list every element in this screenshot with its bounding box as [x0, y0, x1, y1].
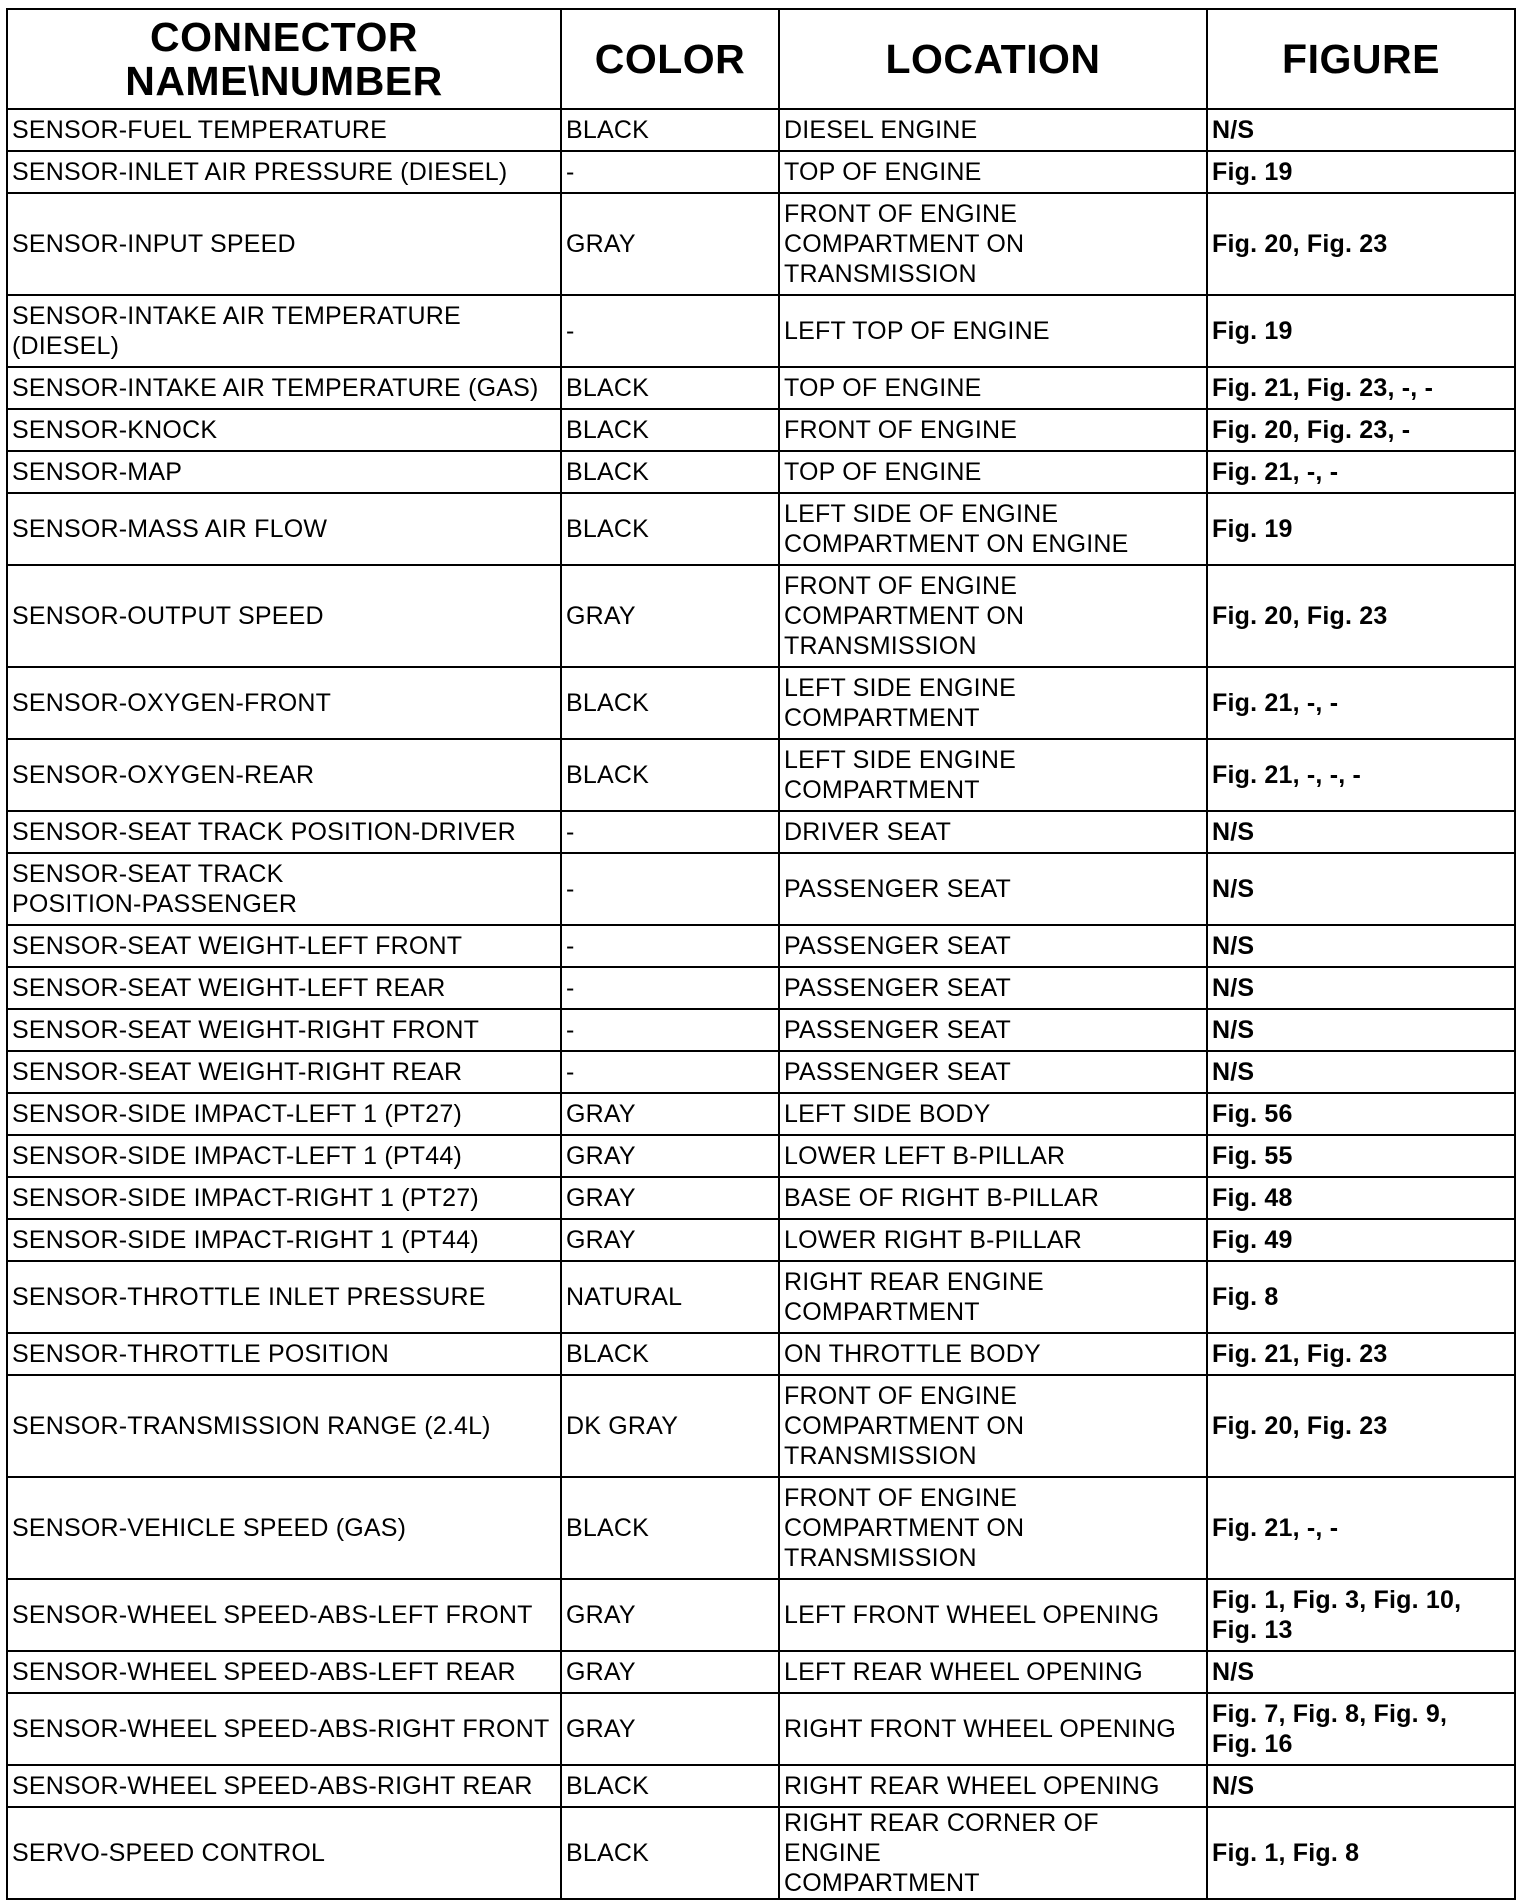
table-row — [7, 1807, 1515, 1899]
color-cell: - — [561, 1009, 779, 1051]
color-cell: BLACK — [561, 739, 779, 811]
location-cell — [779, 1807, 1207, 1899]
connector-table — [6, 8, 1516, 1900]
connector-name-cell — [7, 151, 561, 193]
figure-line: N/S — [1212, 932, 1255, 960]
figure-cell — [1207, 811, 1515, 853]
figure-line: Fig. 20, Fig. 23, - — [1212, 416, 1411, 444]
figure-line: Fig. 56 — [1212, 1100, 1293, 1128]
location-cell — [779, 1375, 1207, 1477]
figure-line: Fig. 1, Fig. 8 — [1212, 1839, 1360, 1867]
color-cell: GRAY — [561, 1693, 779, 1765]
connector-name-line: SENSOR-FUEL TEMPERATURE — [12, 116, 388, 144]
figure-line: Fig. 55 — [1212, 1142, 1293, 1170]
location-line: COMPARTMENT ON — [784, 1412, 1025, 1440]
connector-name-line: SENSOR-TRANSMISSION RANGE (2.4L) — [12, 1412, 491, 1440]
figure-cell — [1207, 1375, 1515, 1477]
color-cell: GRAY — [561, 565, 779, 667]
figure-cell — [1207, 1651, 1515, 1693]
location-line: LEFT SIDE BODY — [784, 1100, 991, 1128]
header-location: LOCATION — [779, 9, 1207, 109]
connector-name-cell — [7, 1009, 561, 1051]
table-row — [7, 493, 1515, 565]
table-row — [7, 1177, 1515, 1219]
location-line: BASE OF RIGHT B-PILLAR — [784, 1184, 1100, 1212]
location-cell — [779, 409, 1207, 451]
figure-line: N/S — [1212, 1016, 1255, 1044]
connector-name-cell — [7, 1177, 561, 1219]
color-cell: - — [561, 295, 779, 367]
location-cell — [779, 853, 1207, 925]
connector-name-cell — [7, 493, 561, 565]
connector-name-cell — [7, 925, 561, 967]
table-row — [7, 1477, 1515, 1579]
figure-line: N/S — [1212, 818, 1255, 846]
figure-line: N/S — [1212, 875, 1255, 903]
figure-line: Fig. 8 — [1212, 1283, 1279, 1311]
color-cell: GRAY — [561, 1579, 779, 1651]
table-row — [7, 925, 1515, 967]
figure-line: Fig. 16 — [1212, 1730, 1293, 1758]
color-cell: NATURAL — [561, 1261, 779, 1333]
connector-name-line: SENSOR-THROTTLE INLET PRESSURE — [12, 1283, 486, 1311]
location-cell — [779, 1093, 1207, 1135]
table-row — [7, 193, 1515, 295]
location-cell — [779, 1135, 1207, 1177]
header-row — [7, 9, 1515, 109]
figure-cell — [1207, 1135, 1515, 1177]
connector-name-cell — [7, 295, 561, 367]
figure-line: Fig. 13 — [1212, 1616, 1293, 1644]
color-cell: BLACK — [561, 1477, 779, 1579]
table-row — [7, 1261, 1515, 1333]
color-cell: DK GRAY — [561, 1375, 779, 1477]
connector-name-line: SENSOR-INLET AIR PRESSURE (DIESEL) — [12, 158, 508, 186]
location-cell — [779, 1693, 1207, 1765]
connector-name-line: SENSOR-WHEEL SPEED-ABS-RIGHT REAR — [12, 1772, 533, 1800]
figure-cell — [1207, 1693, 1515, 1765]
connector-name-cell — [7, 1333, 561, 1375]
figure-cell — [1207, 565, 1515, 667]
figure-line: Fig. 49 — [1212, 1226, 1293, 1254]
figure-cell — [1207, 853, 1515, 925]
figure-cell — [1207, 1261, 1515, 1333]
figure-cell — [1207, 451, 1515, 493]
color-cell: - — [561, 967, 779, 1009]
figure-cell — [1207, 1477, 1515, 1579]
location-cell — [779, 1009, 1207, 1051]
connector-name-line: SENSOR-SIDE IMPACT-LEFT 1 (PT27) — [12, 1100, 463, 1128]
connector-name-cell — [7, 967, 561, 1009]
figure-cell — [1207, 1219, 1515, 1261]
location-line: PASSENGER SEAT — [784, 1016, 1011, 1044]
connector-name-cell — [7, 1693, 561, 1765]
location-line: COMPARTMENT ON — [784, 230, 1025, 258]
color-cell: GRAY — [561, 1651, 779, 1693]
color-cell: BLACK — [561, 109, 779, 151]
figure-line: Fig. 48 — [1212, 1184, 1293, 1212]
connector-name-line: SERVO-SPEED CONTROL — [12, 1839, 326, 1867]
figure-line: Fig. 21, -, - — [1212, 1514, 1339, 1542]
figure-line: N/S — [1212, 1658, 1255, 1686]
table-row — [7, 811, 1515, 853]
figure-line: Fig. 20, Fig. 23 — [1212, 602, 1388, 630]
header-connector-line2: NAME\NUMBER — [125, 58, 443, 104]
connector-name-line: SENSOR-SEAT TRACK POSITION-DRIVER — [12, 818, 516, 846]
connector-name-cell — [7, 1375, 561, 1477]
location-cell — [779, 1579, 1207, 1651]
color-cell: BLACK — [561, 493, 779, 565]
table-row — [7, 1093, 1515, 1135]
connector-name-cell — [7, 1051, 561, 1093]
table-row — [7, 295, 1515, 367]
connector-name-cell — [7, 1477, 561, 1579]
figure-line: Fig. 20, Fig. 23 — [1212, 1412, 1388, 1440]
connector-name-line: SENSOR-THROTTLE POSITION — [12, 1340, 390, 1368]
header-color: COLOR — [561, 9, 779, 109]
location-line: PASSENGER SEAT — [784, 1058, 1011, 1086]
connector-name-cell — [7, 1579, 561, 1651]
figure-line: Fig. 20, Fig. 23 — [1212, 230, 1388, 258]
connector-name-cell — [7, 1651, 561, 1693]
connector-name-cell — [7, 1261, 561, 1333]
connector-name-cell — [7, 1135, 561, 1177]
figure-cell — [1207, 1807, 1515, 1899]
location-line: ON THROTTLE BODY — [784, 1340, 1041, 1368]
connector-name-line: SENSOR-WHEEL SPEED-ABS-RIGHT FRONT — [12, 1715, 550, 1743]
location-line: TOP OF ENGINE — [784, 458, 982, 486]
figure-line: Fig. 21, Fig. 23, -, - — [1212, 374, 1434, 402]
color-cell: - — [561, 853, 779, 925]
connector-name-cell — [7, 565, 561, 667]
figure-cell — [1207, 1177, 1515, 1219]
location-line: FRONT OF ENGINE — [784, 200, 1018, 228]
location-line: TOP OF ENGINE — [784, 158, 982, 186]
table-body — [7, 109, 1515, 1899]
connector-name-line: SENSOR-SEAT TRACK — [12, 860, 284, 888]
figure-cell — [1207, 193, 1515, 295]
location-line: TRANSMISSION — [784, 1544, 977, 1572]
location-line: COMPARTMENT — [784, 1298, 980, 1326]
figure-line: N/S — [1212, 116, 1255, 144]
color-cell: - — [561, 925, 779, 967]
figure-cell — [1207, 1051, 1515, 1093]
location-cell — [779, 493, 1207, 565]
table-row — [7, 739, 1515, 811]
connector-name-line: POSITION-PASSENGER — [12, 890, 298, 918]
connector-name-cell — [7, 1807, 561, 1899]
location-cell — [779, 811, 1207, 853]
figure-line: Fig. 19 — [1212, 317, 1293, 345]
figure-cell — [1207, 1765, 1515, 1807]
connector-name-line: SENSOR-MASS AIR FLOW — [12, 515, 328, 543]
connector-name-cell — [7, 853, 561, 925]
connector-name-cell — [7, 451, 561, 493]
figure-cell — [1207, 1579, 1515, 1651]
location-line: COMPARTMENT — [784, 1869, 980, 1897]
figure-cell — [1207, 493, 1515, 565]
location-line: LEFT TOP OF ENGINE — [784, 317, 1050, 345]
connector-name-cell — [7, 409, 561, 451]
location-cell — [779, 295, 1207, 367]
location-line: RIGHT REAR WHEEL OPENING — [784, 1772, 1160, 1800]
figure-line: Fig. 21, Fig. 23 — [1212, 1340, 1388, 1368]
table-row — [7, 409, 1515, 451]
table-row — [7, 1579, 1515, 1651]
location-line: LEFT SIDE OF ENGINE — [784, 500, 1059, 528]
connector-name-cell — [7, 1093, 561, 1135]
location-line: COMPARTMENT ON — [784, 1514, 1025, 1542]
location-cell — [779, 1651, 1207, 1693]
connector-name-line: SENSOR-MAP — [12, 458, 183, 486]
figure-line: Fig. 19 — [1212, 158, 1293, 186]
connector-name-line: SENSOR-INTAKE AIR TEMPERATURE (GAS) — [12, 374, 539, 402]
connector-name-line: SENSOR-SIDE IMPACT-LEFT 1 (PT44) — [12, 1142, 463, 1170]
location-line: DIESEL ENGINE — [784, 116, 978, 144]
table-row — [7, 667, 1515, 739]
color-cell: BLACK — [561, 1807, 779, 1899]
location-line: COMPARTMENT — [784, 704, 980, 732]
connector-name-cell — [7, 367, 561, 409]
connector-name-line: SENSOR-OXYGEN-FRONT — [12, 689, 332, 717]
location-cell — [779, 367, 1207, 409]
figure-cell — [1207, 109, 1515, 151]
color-cell: GRAY — [561, 1093, 779, 1135]
color-cell: BLACK — [561, 667, 779, 739]
table-row — [7, 1765, 1515, 1807]
location-line: COMPARTMENT — [784, 776, 980, 804]
location-line: TRANSMISSION — [784, 260, 977, 288]
connector-name-line: SENSOR-SIDE IMPACT-RIGHT 1 (PT27) — [12, 1184, 479, 1212]
table-row — [7, 367, 1515, 409]
location-line: TRANSMISSION — [784, 632, 977, 660]
color-cell: GRAY — [561, 193, 779, 295]
location-line: PASSENGER SEAT — [784, 875, 1011, 903]
color-cell: BLACK — [561, 451, 779, 493]
location-cell — [779, 1333, 1207, 1375]
color-cell: BLACK — [561, 409, 779, 451]
color-cell: - — [561, 811, 779, 853]
figure-cell — [1207, 1093, 1515, 1135]
location-cell — [779, 565, 1207, 667]
location-line: LOWER LEFT B-PILLAR — [784, 1142, 1066, 1170]
figure-cell — [1207, 295, 1515, 367]
location-cell — [779, 967, 1207, 1009]
location-cell — [779, 109, 1207, 151]
figure-cell — [1207, 151, 1515, 193]
connector-name-cell — [7, 1765, 561, 1807]
figure-cell — [1207, 409, 1515, 451]
header-connector-line1: CONNECTOR — [150, 14, 418, 60]
table-row — [7, 109, 1515, 151]
location-line: COMPARTMENT ON ENGINE — [784, 530, 1129, 558]
figure-line: Fig. 21, -, -, - — [1212, 761, 1362, 789]
location-line: FRONT OF ENGINE — [784, 1382, 1018, 1410]
figure-line: N/S — [1212, 1772, 1255, 1800]
location-line: LEFT SIDE ENGINE — [784, 746, 1016, 774]
connector-name-line: SENSOR-VEHICLE SPEED (GAS) — [12, 1514, 407, 1542]
location-cell — [779, 667, 1207, 739]
location-cell — [779, 151, 1207, 193]
location-line: LEFT SIDE ENGINE — [784, 674, 1016, 702]
connector-name-line: SENSOR-SIDE IMPACT-RIGHT 1 (PT44) — [12, 1226, 479, 1254]
connector-name-cell — [7, 1219, 561, 1261]
color-cell: GRAY — [561, 1177, 779, 1219]
connector-name-line: SENSOR-KNOCK — [12, 416, 218, 444]
header-figure: FIGURE — [1207, 9, 1515, 109]
figure-line: N/S — [1212, 1058, 1255, 1086]
connector-name-line: SENSOR-WHEEL SPEED-ABS-LEFT FRONT — [12, 1601, 533, 1629]
connector-name-line: SENSOR-INPUT SPEED — [12, 230, 296, 258]
color-cell: BLACK — [561, 1333, 779, 1375]
figure-cell — [1207, 1009, 1515, 1051]
location-cell — [779, 739, 1207, 811]
figure-line: Fig. 21, -, - — [1212, 458, 1339, 486]
connector-name-cell — [7, 811, 561, 853]
location-line: PASSENGER SEAT — [784, 932, 1011, 960]
connector-name-line: SENSOR-SEAT WEIGHT-RIGHT REAR — [12, 1058, 463, 1086]
location-cell — [779, 193, 1207, 295]
figure-line: Fig. 1, Fig. 3, Fig. 10, — [1212, 1586, 1462, 1614]
location-line: DRIVER SEAT — [784, 818, 952, 846]
figure-cell — [1207, 739, 1515, 811]
location-cell — [779, 1219, 1207, 1261]
location-line: LEFT FRONT WHEEL OPENING — [784, 1601, 1160, 1629]
location-line: FRONT OF ENGINE — [784, 1484, 1018, 1512]
connector-name-line: SENSOR-SEAT WEIGHT-RIGHT FRONT — [12, 1016, 480, 1044]
figure-line: Fig. 7, Fig. 8, Fig. 9, — [1212, 1700, 1448, 1728]
location-line: LOWER RIGHT B-PILLAR — [784, 1226, 1083, 1254]
connector-name-cell — [7, 739, 561, 811]
table-row — [7, 151, 1515, 193]
table-row — [7, 1219, 1515, 1261]
table-row — [7, 565, 1515, 667]
connector-name-line: SENSOR-SEAT WEIGHT-LEFT FRONT — [12, 932, 463, 960]
figure-line: Fig. 19 — [1212, 515, 1293, 543]
location-line: TRANSMISSION — [784, 1442, 977, 1470]
table-row — [7, 1135, 1515, 1177]
location-cell — [779, 1765, 1207, 1807]
table-row — [7, 1693, 1515, 1765]
location-cell — [779, 925, 1207, 967]
location-line: PASSENGER SEAT — [784, 974, 1011, 1002]
location-line: LEFT REAR WHEEL OPENING — [784, 1658, 1143, 1686]
location-line: RIGHT FRONT WHEEL OPENING — [784, 1715, 1177, 1743]
table-row — [7, 451, 1515, 493]
location-line: FRONT OF ENGINE — [784, 416, 1018, 444]
header-connector-name — [7, 9, 561, 109]
color-cell: - — [561, 1051, 779, 1093]
location-cell — [779, 1477, 1207, 1579]
figure-cell — [1207, 925, 1515, 967]
color-cell: BLACK — [561, 1765, 779, 1807]
table-row — [7, 1651, 1515, 1693]
color-cell: GRAY — [561, 1135, 779, 1177]
figure-cell — [1207, 1333, 1515, 1375]
table-row — [7, 967, 1515, 1009]
location-line: RIGHT REAR CORNER OF ENGINE — [784, 1809, 1099, 1867]
location-cell — [779, 1261, 1207, 1333]
table-row — [7, 1375, 1515, 1477]
location-line: RIGHT REAR ENGINE — [784, 1268, 1044, 1296]
figure-line: Fig. 21, -, - — [1212, 689, 1339, 717]
connector-name-line: (DIESEL) — [12, 332, 120, 360]
location-line: TOP OF ENGINE — [784, 374, 982, 402]
color-cell: GRAY — [561, 1219, 779, 1261]
table-row — [7, 1333, 1515, 1375]
location-line: COMPARTMENT ON — [784, 602, 1025, 630]
figure-cell — [1207, 967, 1515, 1009]
figure-line: N/S — [1212, 974, 1255, 1002]
connector-name-line: SENSOR-SEAT WEIGHT-LEFT REAR — [12, 974, 446, 1002]
connector-name-line: SENSOR-OXYGEN-REAR — [12, 761, 315, 789]
table-row — [7, 1009, 1515, 1051]
connector-name-line: SENSOR-OUTPUT SPEED — [12, 602, 324, 630]
figure-cell — [1207, 367, 1515, 409]
connector-name-line: SENSOR-WHEEL SPEED-ABS-LEFT REAR — [12, 1658, 516, 1686]
color-cell: - — [561, 151, 779, 193]
table-row — [7, 1051, 1515, 1093]
figure-cell — [1207, 667, 1515, 739]
table-row — [7, 853, 1515, 925]
location-line: FRONT OF ENGINE — [784, 572, 1018, 600]
location-cell — [779, 1177, 1207, 1219]
connector-name-cell — [7, 193, 561, 295]
location-cell — [779, 1051, 1207, 1093]
connector-name-cell — [7, 109, 561, 151]
connector-name-line: SENSOR-INTAKE AIR TEMPERATURE — [12, 302, 461, 330]
color-cell: BLACK — [561, 367, 779, 409]
connector-name-cell — [7, 667, 561, 739]
location-cell — [779, 451, 1207, 493]
